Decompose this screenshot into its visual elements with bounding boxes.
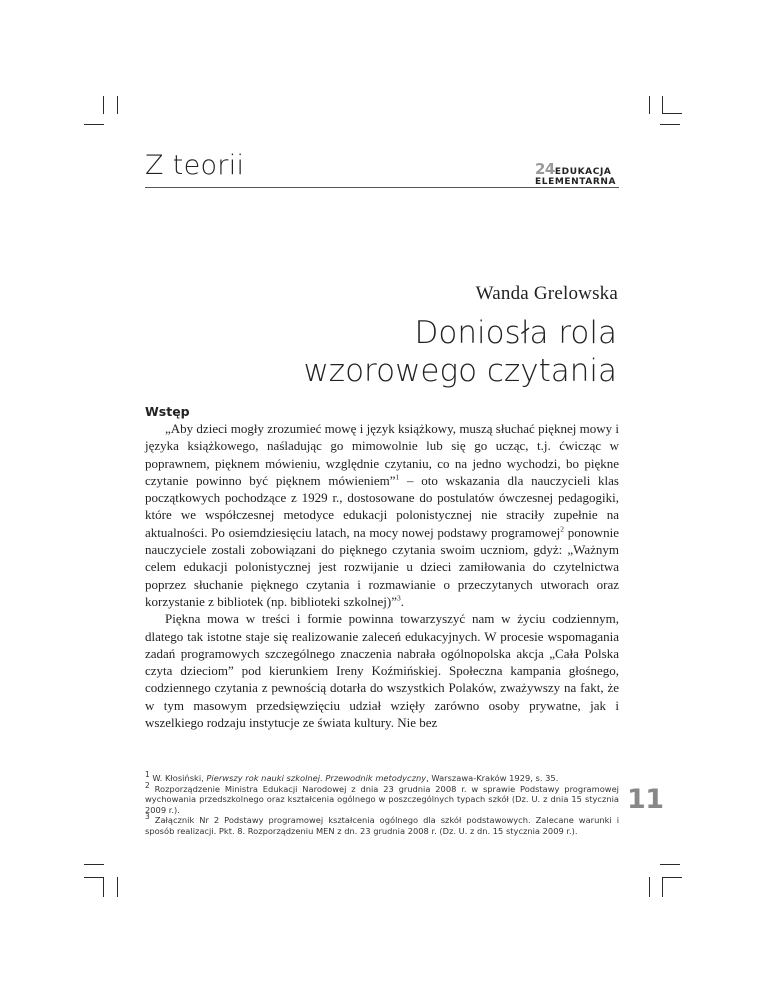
magazine-logo — [535, 160, 617, 187]
section-heading: Wstęp — [145, 404, 190, 419]
crop-mark — [103, 877, 104, 897]
header-rule — [145, 187, 619, 188]
footnote-ref: 2 — [560, 524, 565, 534]
crop-mark — [662, 877, 682, 878]
crop-mark — [662, 96, 663, 114]
crop-mark — [662, 113, 682, 114]
crop-mark — [662, 877, 663, 897]
title-line: Doniosła rola — [414, 315, 617, 351]
title-line: wzorowego czytania — [303, 353, 617, 389]
paragraph: „Aby dzieci mogły zrozumieć mowę i język książkowy, muszą słuchać pięknej mowy i języka książkowego, naśladując go mimowolnie lub się go ucząc, t.j. ćwicząc w poprawnem, pięknem mówieniu, względnie czytaniu, co na jedno wychodzi, bo piękne czytanie powinno być pięknem mówieniem”$^1$ – oto wskazania dla nauczycieli klas początkowych pochodzące z 1929 r., dostosowane do postulatów ówczesnej pedagogiki, które we współczesnej metodyce edukacji polonistycznej nie straciły zupełnie na aktualności. Po osiemdziesięciu latach, na mocy nowej podstawy programowej$^2$ ponownie nauczyciele zostali zobowiązani do pięknego czytania swoim uczniom, gdyż: „Ważnym celem edukacji polonistycznej jest rozwijanie u dzieci zamiłowania do czytelnictwa poprzez słuchanie pięknego czytania i rozmawianie o przeczytanych utworach oraz korzystanie z bibliotek (np. biblioteki szkolnej)”$^3$. — [145, 421, 619, 609]
footnote: $^3$ Załącznik Nr 2 Podstawy programowej kształcenia ogólnego dla szkół podstawowych. Zalecane warunki i sposób realizacji. Pkt. 8. Rozporządzeniu MEN z dn. 23 grudnia 2008 r. (Dz. U. z dn. 15 stycznia 2009 r.). — [145, 812, 619, 836]
footnotes — [145, 770, 619, 836]
footnote: $^1$ W. Kłosiński, Pierwszy rok nauki szkolnej. Przewodnik metodyczny, Warszawa-Kraków 1929, s. 35. — [145, 770, 559, 783]
logo-word-elementarna: ELEMENTARNA — [535, 177, 617, 187]
crop-mark — [649, 877, 650, 897]
crop-mark — [84, 124, 104, 125]
crop-mark — [117, 877, 118, 897]
footnote-ref: 1 — [395, 472, 400, 482]
crop-mark — [649, 96, 650, 114]
logo-word-edukacja: EDUKACJA — [554, 167, 612, 177]
crop-mark — [660, 124, 680, 125]
logo-number: 24 — [535, 160, 555, 178]
footnote: $^2$ Rozporządzenie Ministra Edukacji Narodowej z dnia 23 grudnia 2008 r. w sprawie Podstawy programowej wychowania przedszkolnego oraz kształcenia ogólnego w poszczególnych typach szkół (Dz. U. z dnia 15 stycznia 2009 r.). — [145, 780, 619, 815]
article-title — [303, 314, 617, 390]
paragraph: Piękna mowa w treści i formie powinna towarzyszyć nam w życiu codziennym, dlatego tak istotne staje się realizowanie zaleceń edukacyjnych. W procesie wspomagania zadań programowych szczególnego znaczenia nabrała ogólnopolska akcja „Cała Polska czyta dzieciom” pod kierunkiem Ireny Koźmińskiej. Społeczna kampania głośnego, codziennego czytania z pewnością dotarła do wszystkich Polaków, zważywszy na fakt, że w tym masowym przedsięwzięciu udział wzięły zarówno osoby prywatne, jak i wszelkiego rodzaju instytucje ze świata kultury. Nie bez — [145, 611, 619, 731]
footnote-ref: 3 — [397, 593, 401, 603]
crop-mark — [84, 864, 104, 865]
article-body — [145, 420, 619, 731]
crop-mark — [117, 96, 118, 114]
page-number: 11 — [627, 784, 664, 815]
crop-mark — [103, 96, 104, 114]
crop-mark — [84, 877, 104, 878]
section-title: Z teorii — [145, 150, 245, 181]
crop-mark — [660, 864, 680, 865]
author-name: Wanda Grelowska — [475, 283, 618, 304]
